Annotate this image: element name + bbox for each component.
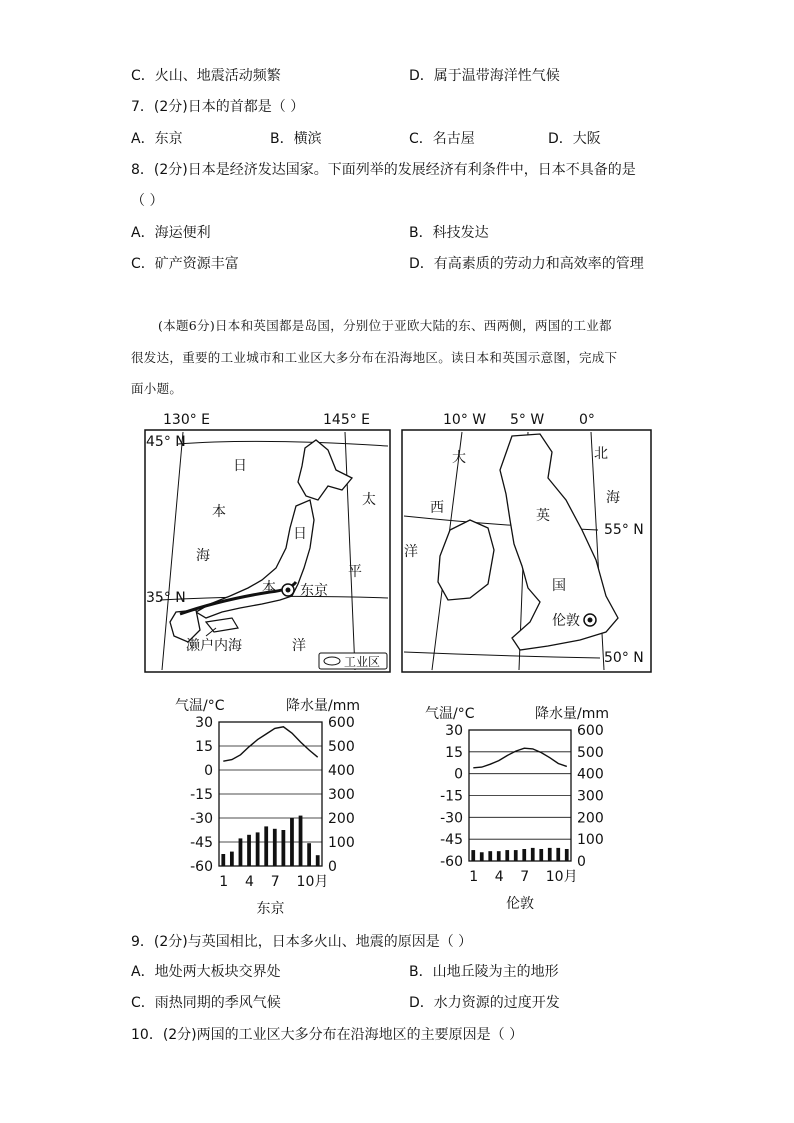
tokyo-city-name: 东京 (256, 901, 285, 917)
q7-option-b: B．横滨 (270, 131, 322, 147)
tokyo-ylabel-left: 气温/°C (175, 698, 225, 714)
london-precip-tick: 300 (577, 788, 604, 805)
jp-sea-char-2: 本 (212, 504, 226, 520)
q8-option-b: B．科技发达 (409, 225, 489, 241)
jp-lon-130: 130° E (163, 412, 211, 428)
tokyo-temp-tick: 0 (204, 763, 213, 779)
tokyo-temp-tick: -15 (190, 787, 213, 803)
london-ylabel-right: 降水量/mm (535, 706, 609, 722)
london-precip-bar (565, 849, 569, 861)
tokyo-precip-tick: 100 (328, 835, 355, 851)
london-temp-tick: -45 (440, 832, 463, 849)
uk-northsea-char-2: 海 (606, 490, 620, 506)
london-ylabel-left: 气温/°C (425, 706, 475, 722)
tokyo-precip-tick: 0 (328, 859, 337, 875)
q9-stem: 9．(2分)与英国相比，日本多火山、地震的原因是（ ） (131, 934, 473, 950)
uk-lon-10w: 10° W (443, 412, 487, 428)
tokyo-temp-tick: 30 (195, 715, 213, 731)
london-precip-tick: 100 (577, 832, 604, 849)
london-precip-tick: 500 (577, 744, 604, 761)
jp-legend-label: 工业区 (344, 655, 381, 669)
tokyo-temp-tick: -45 (190, 835, 213, 851)
uk-char-1: 英 (536, 508, 550, 524)
jp-sea-char-1: 日 (233, 458, 247, 474)
tokyo-precip-tick: 500 (328, 739, 355, 755)
uk-atlantic-char-1: 大 (452, 450, 466, 466)
jp-honshu-char-2: 本 (262, 580, 276, 596)
jp-lon-145: 145° E (323, 412, 371, 428)
london-month-tick: 7 (520, 869, 530, 885)
london-precip-bar (497, 851, 501, 861)
q10-stem: 10．(2分)两国的工业区大多分布在沿海地区的主要原因是（ ） (131, 1027, 524, 1043)
london-precip-bar (488, 851, 492, 861)
q9-option-b: B．山地丘陵为主的地形 (409, 964, 559, 980)
london-month-tick: 1 (469, 869, 479, 885)
london-temp-tick: 0 (454, 766, 463, 783)
london-precip-bar (556, 848, 560, 861)
tokyo-precip-tick: 300 (328, 787, 355, 803)
jp-honshu-char-1: 日 (293, 526, 307, 542)
jp-inland-sea: 濑户内海 (186, 638, 242, 654)
london-precip-bar (522, 849, 526, 861)
intro-line-2: 很发达，重要的工业城市和工业区大多分布在沿海地区。读日本和英国示意图，完成下 (131, 350, 618, 365)
london-temp-tick: 15 (445, 744, 463, 761)
jp-sea-char-3: 海 (196, 548, 210, 564)
jp-pacific-char-3: 洋 (292, 638, 306, 654)
london-temp-tick: -30 (440, 810, 463, 827)
uk-city-london: 伦敦 (552, 613, 580, 629)
q7-option-d: D．大阪 (548, 131, 601, 147)
uk-northsea-char-1: 北 (594, 446, 608, 462)
tokyo-month-tick: 10月 (296, 874, 329, 890)
jp-lat-45: 45° N (146, 434, 186, 450)
london-month-tick: 10月 (545, 869, 578, 885)
london-month-tick: 4 (494, 869, 504, 885)
q9-option-d: D．水力资源的过度开发 (409, 995, 560, 1011)
uk-atlantic-char-3: 洋 (404, 544, 418, 560)
uk-lat-50: 50° N (604, 650, 644, 666)
tokyo-temp-tick: 15 (195, 739, 213, 755)
q6-option-c: C．火山、地震活动频繁 (131, 68, 281, 84)
uk-atlantic-char-2: 西 (430, 500, 444, 516)
london-temp-line (473, 748, 567, 768)
london-precip-bar (505, 850, 509, 861)
intro-line-1: (本题6分)日本和英国都是岛国，分别位于亚欧大陆的东、西两侧，两国的工业都 (158, 318, 612, 333)
q9-option-a: A．地处两大板块交界处 (131, 964, 281, 980)
q8-option-c: C．矿产资源丰富 (131, 256, 239, 272)
tokyo-temp-tick: -30 (190, 811, 213, 827)
jp-pacific-char-1: 太 (362, 492, 376, 508)
london-temp-tick: -60 (440, 854, 463, 870)
london-precip-tick: 0 (577, 854, 586, 870)
london-temp-tick: 30 (445, 723, 463, 739)
london-precip-tick: 400 (577, 766, 604, 783)
uk-lon-0: 0° (579, 412, 595, 428)
london-precip-bar (480, 852, 484, 861)
london-temp-tick: -15 (440, 788, 463, 805)
uk-lon-5w: 5° W (510, 412, 545, 428)
tokyo-month-tick: 4 (245, 874, 254, 890)
london-precip-bar (471, 850, 475, 861)
tokyo-ylabel-right: 降水量/mm (286, 698, 360, 714)
london-city-name: 伦敦 (506, 896, 534, 912)
tokyo-month-tick: 7 (270, 874, 280, 890)
q7-option-a: A．东京 (131, 131, 183, 147)
tokyo-month-tick: 1 (219, 874, 229, 890)
uk-lat-55: 55° N (604, 522, 644, 538)
jp-city-tokyo: 东京 (300, 583, 328, 599)
tokyo-temp-tick: -60 (190, 859, 213, 875)
london-precip-bar (514, 850, 518, 861)
tokyo-precip-tick: 400 (328, 763, 355, 779)
jp-lat-35: 35° N (146, 590, 186, 606)
london-precip-tick: 600 (577, 723, 604, 739)
q8-stem: 8．(2分)日本是经济发达国家。下面列举的发展经济有利条件中，日本不具备的是 (131, 162, 636, 178)
tokyo-precip-tick: 200 (328, 811, 355, 827)
jp-pacific-char-2: 平 (348, 564, 362, 580)
q7-stem: 7．(2分)日本的首都是（ ） (131, 99, 305, 115)
q6-option-d: D．属于温带海洋性气候 (409, 68, 560, 84)
london-precip-bar (539, 849, 543, 861)
q8-option-a: A．海运便利 (131, 225, 211, 241)
q9-option-c: C．雨热同期的季风气候 (131, 995, 281, 1011)
q8-option-d: D．有高素质的劳动力和高效率的管理 (409, 256, 644, 272)
london-precip-bar (531, 848, 535, 861)
london-precip-tick: 200 (577, 810, 604, 827)
q7-option-c: C．名古屋 (409, 131, 475, 147)
q8-paren: （ ） (131, 193, 164, 209)
london-precip-bar (548, 848, 552, 861)
tokyo-precip-tick: 600 (328, 715, 355, 731)
intro-line-3: 面小题。 (131, 381, 183, 396)
uk-char-2: 国 (552, 578, 566, 594)
